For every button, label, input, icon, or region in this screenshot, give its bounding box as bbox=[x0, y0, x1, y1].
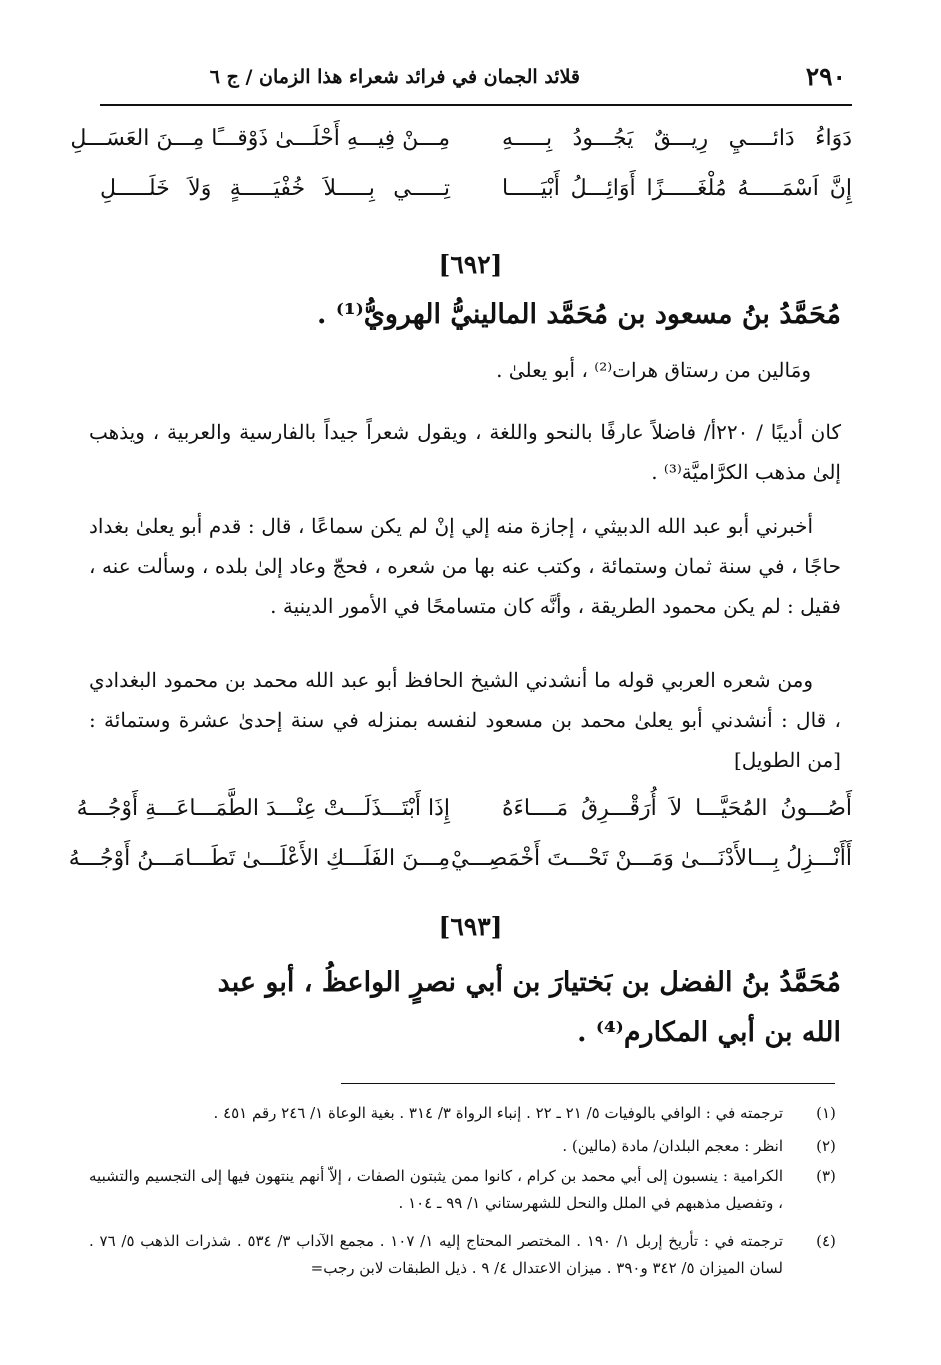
verse-first-hemistich: دَوَاءُ دَائــــيِ رِيـــقٌ يَجُـــودُ بِـــــهِ bbox=[502, 126, 852, 151]
footnote-number: (١) bbox=[816, 1104, 836, 1122]
verse-line bbox=[100, 176, 852, 216]
page-number: ٢٩٠ bbox=[805, 62, 846, 91]
entry-title: مُحَمَّدُ بنُ الفضل بن بَختيارَ بن أبي نصرٍ الواعظُ ، أبو عبد الله بن أبي المكارم⁽⁴⁾ . bbox=[217, 967, 841, 1048]
entry-number bbox=[0, 250, 941, 279]
verse-second-hemistich: مِـــنَ الفَلَـــكِ الأَعْلَـــىٰ تَطَـــامَـــنُ أَوْجُـــهُ bbox=[68, 846, 450, 871]
verse-line bbox=[68, 846, 852, 886]
paragraph: كان أديبًا / ٢٢٠أ/ فاضلاً عارفًا بالنحو واللغة ، ويقول شعراً جيداً بالفارسية والعربية ، ويذهب إلىٰ مذهب الكرَّاميَّة⁽³⁾ . bbox=[89, 420, 841, 484]
footnote bbox=[89, 1100, 841, 1127]
footnote bbox=[89, 1163, 841, 1217]
entry-origin: ومَالين من رستاق هرات⁽²⁾ ، أبو يعلىٰ . bbox=[496, 358, 811, 382]
verse-first-hemistich: أَأَنْـــزِلُ بِـــالأَدْنَـــىٰ وَمَـــنْ تَحْـــتَ أَخْمَصِـــيْ bbox=[450, 846, 852, 871]
footnote-number: (٢) bbox=[816, 1137, 836, 1155]
paragraph: ومن شعره العربي قوله ما أنشدني الشيخ الحافظ أبو عبد الله محمد بن محمود البغدادي ، قال : أنشدني أبو يعلىٰ محمد بن مسعود لنفسه بمنزله في سنة إحدىٰ عشرة وستمائة : [من الطويل] bbox=[89, 668, 841, 772]
entry-number-text: [٦٩٣] bbox=[438, 912, 503, 941]
footnote-number: (٤) bbox=[816, 1232, 836, 1250]
verse-second-hemistich: مِـــنْ فِيـــهِ أَحْلَـــىٰ ذَوْقـــًا مِـــنَ العَسَـــلِ bbox=[70, 126, 450, 151]
entry-number bbox=[0, 912, 941, 941]
footnote-text: ترجمته في : الوافي بالوفيات ٥/ ٢١ ـ ٢٢ . إنباء الرواة ٣/ ٣١٤ . بغية الوعاة ١/ ٢٤٦ رقم ٤٥١ . bbox=[213, 1104, 783, 1122]
running-title: قلائد الجمان في فرائد شعراء هذا الزمان / ج ٦ bbox=[209, 66, 580, 88]
verse-line bbox=[70, 126, 852, 166]
entry-title: مُحَمَّدُ بنُ مسعود بن مُحَمَّد المالينيُّ الهرويُّ⁽¹⁾ . bbox=[317, 299, 841, 330]
footnote-text: انظر : معجم البلدان/ مادة (مالين) . bbox=[562, 1137, 783, 1155]
verse-second-hemistich: إِذَا أَبْتَـــذَلَـــتْ عِنْـــدَ الطَّمَـــاعَـــةِ أَوْجُـــهُ bbox=[76, 796, 450, 821]
page-header bbox=[100, 60, 850, 100]
footnote bbox=[89, 1228, 841, 1282]
verse-line bbox=[76, 796, 852, 836]
header-rule bbox=[100, 104, 852, 106]
paragraph: أخبرني أبو عبد الله الدبيثي ، إجازة منه إلي إنْ لم يكن سماعًا ، قال : قدم أبو يعلىٰ بغداد حاجًا ، في سنة ثمان وستمائة ، وكتب عنه بها من شعره ، فحجّ وعاد إلىٰ بلده ، وسألت عنه ، فقيل : لم يكن محمود الطريقة ، وأنَّه كان متسامحًا في الأمور الدينية . bbox=[89, 514, 841, 618]
footnote-text: الكرامية : ينسبون إلى أبي محمد بن كرام ، كانوا ممن يثبتون الصفات ، إلاّ أنهم ينتهون فيها إلى التجسيم والتشبيه ، وتفصيل مذهبهم في الملل والنحل للشهرستاني ١/ ٩٩ ـ ١٠٤ . bbox=[89, 1167, 783, 1212]
footnote-number: (٣) bbox=[816, 1167, 836, 1185]
verse-first-hemistich: إِنَّ اَسْمَـــــهُ مُلْغَـــــزًا أَوَائِـــلُ أَبْيَـــــا bbox=[502, 176, 852, 201]
verse-first-hemistich: أَصُـــونُ المُحَيَّـــا لاَ أُرَقْـــرِقُ مَــــاءَهُ bbox=[502, 796, 852, 821]
footnote-text: ترجمته في : تأريخ إربل ١/ ١٩٠ . المختصر المحتاج إليه ١/ ١٠٧ . مجمع الآداب ٣/ ٥٣٤ . شذرات الذهب ٥/ ٧٦ . لسان الميزان ٥/ ٣٤٢ و٣٩٠ . ميزان الاعتدال ٤/ ٩ . ذيل الطبقات لابن رجب= bbox=[89, 1232, 784, 1277]
verse-second-hemistich: تِـــــي بِـــــلاَ خُفْيَـــــةٍ وَلاَ خَلَـــــلِ bbox=[100, 176, 450, 201]
entry-number-text: [٦٩٢] bbox=[438, 250, 503, 279]
footnote bbox=[89, 1133, 841, 1160]
footnote-rule bbox=[341, 1083, 835, 1084]
